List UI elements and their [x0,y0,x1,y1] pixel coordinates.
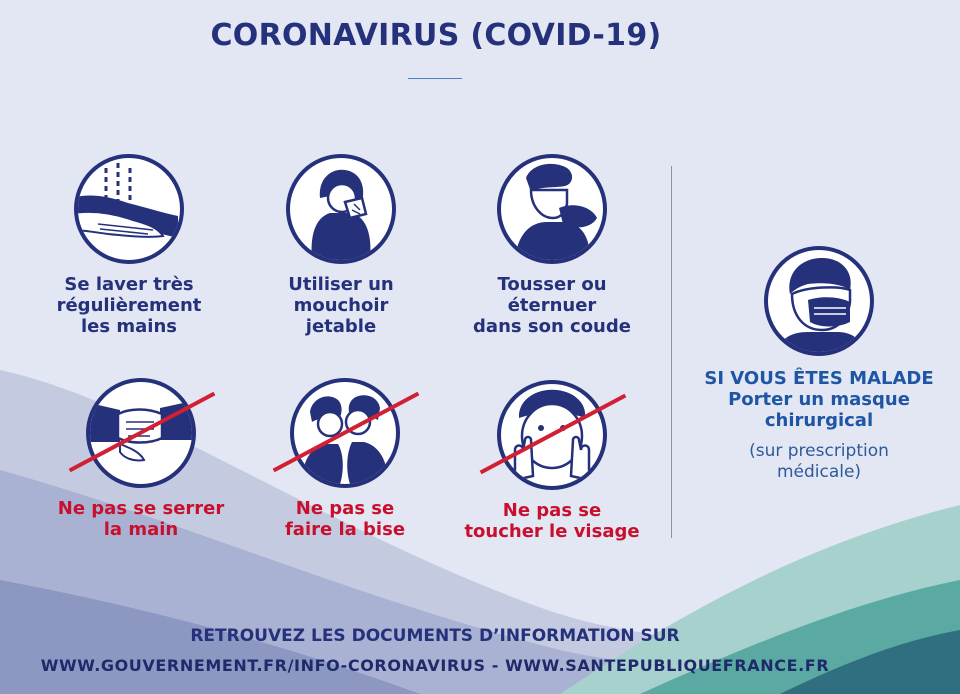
gesture-tissue [226,154,456,337]
gesture-label: Tousser ou éternuer dans son coude [473,274,631,337]
mask-heading: SI VOUS ÊTES MALADE [704,368,934,389]
mask-advice [693,246,945,483]
mask-note: (sur prescription médicale) [749,441,889,482]
cough-elbow-icon [497,154,607,264]
gesture-handwashing [14,154,244,337]
handwashing-icon [74,154,184,264]
tissue-icon [286,154,396,264]
gesture-no-handshake [26,378,256,540]
title-divider [408,78,462,79]
footer-caption: RETROUVEZ LES DOCUMENTS D’INFORMATION SUR [190,626,680,646]
gesture-no-kiss [230,378,460,540]
gesture-no-touch-face [437,380,667,542]
gesture-label: Utiliser un mouchoir jetable [288,274,394,337]
gesture-cough-elbow [437,154,667,337]
gesture-label: Ne pas se serrer la main [57,498,225,540]
gesture-label: Ne pas se faire la bise [284,498,406,540]
mask-subheading: Porter un masque chirurgical [728,389,910,431]
mask-icon [764,246,874,356]
gesture-label: Ne pas se toucher le visage [464,500,640,542]
footer-urls: WWW.GOUVERNEMENT.FR/INFO-CORONAVIRUS - WWW.SANTEPUBLIQUEFRANCE.FR [40,656,830,675]
page-title: CORONAVIRUS (COVID-19) [210,18,662,53]
gesture-label: Se laver très régulièrement les mains [56,274,202,337]
vertical-divider [671,166,672,538]
